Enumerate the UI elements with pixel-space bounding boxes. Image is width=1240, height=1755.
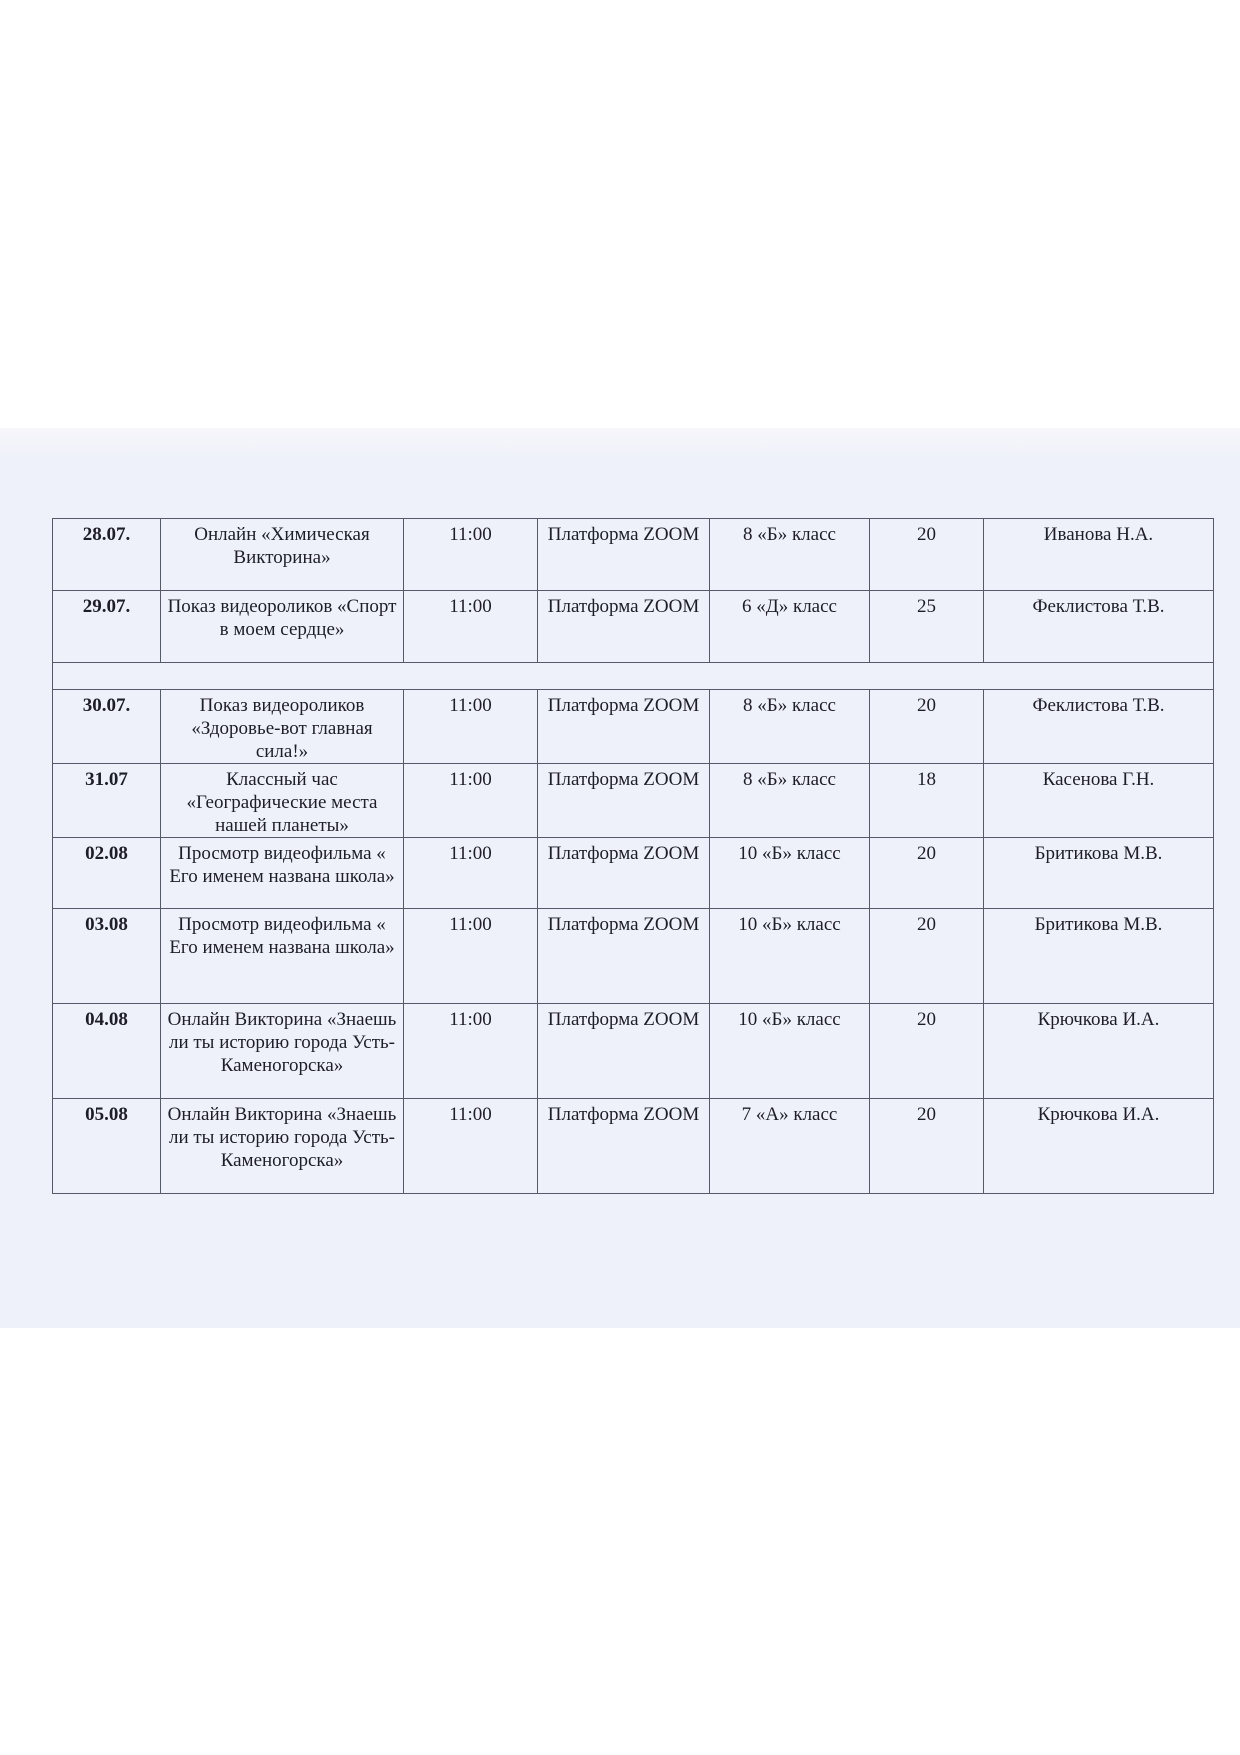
date-cell: 05.08 (53, 1099, 161, 1194)
class-cell: 8 «Б» класс (710, 519, 870, 591)
table-row (53, 838, 1214, 909)
table-row (53, 1099, 1214, 1194)
count-cell: 20 (870, 838, 984, 909)
date-cell: 03.08 (53, 909, 161, 1004)
teacher-cell: Феклистова Т.В. (984, 690, 1214, 764)
class-cell: 10 «Б» класс (710, 1004, 870, 1099)
schedule-table (52, 518, 1214, 1194)
teacher-cell: Бритикова М.В. (984, 909, 1214, 1004)
teacher-cell: Бритикова М.В. (984, 838, 1214, 909)
table-row (53, 909, 1214, 1004)
platform-cell: Платформа ZOOM (538, 591, 710, 663)
count-cell: 20 (870, 519, 984, 591)
event-cell: Онлайн Викторина «Знаешь ли ты историю города Усть-Каменогорска» (161, 1099, 404, 1194)
date-cell: 29.07. (53, 591, 161, 663)
event-cell: Просмотр видеофильма « Его именем названа школа» (161, 909, 404, 1004)
event-cell: Классный час «Географические места нашей планеты» (161, 764, 404, 838)
gap-cell (53, 663, 1214, 690)
table-row (53, 519, 1214, 591)
time-cell: 11:00 (404, 690, 538, 764)
table-row (53, 1004, 1214, 1099)
date-cell: 02.08 (53, 838, 161, 909)
time-cell: 11:00 (404, 909, 538, 1004)
platform-cell: Платформа ZOOM (538, 1099, 710, 1194)
date-cell: 30.07. (53, 690, 161, 764)
count-cell: 18 (870, 764, 984, 838)
teacher-cell: Касенова Г.Н. (984, 764, 1214, 838)
event-cell: Просмотр видеофильма « Его именем названа школа» (161, 838, 404, 909)
class-cell: 10 «Б» класс (710, 909, 870, 1004)
teacher-cell: Крючкова И.А. (984, 1004, 1214, 1099)
time-cell: 11:00 (404, 764, 538, 838)
count-cell: 25 (870, 591, 984, 663)
date-cell: 04.08 (53, 1004, 161, 1099)
platform-cell: Платформа ZOOM (538, 690, 710, 764)
teacher-cell: Крючкова И.А. (984, 1099, 1214, 1194)
class-cell: 10 «Б» класс (710, 838, 870, 909)
time-cell: 11:00 (404, 838, 538, 909)
time-cell: 11:00 (404, 1004, 538, 1099)
scan-top-edge (0, 428, 1240, 462)
teacher-cell: Феклистова Т.В. (984, 591, 1214, 663)
platform-cell: Платформа ZOOM (538, 909, 710, 1004)
count-cell: 20 (870, 690, 984, 764)
event-cell: Показ видеороликов «Здоровье-вот главная сила!» (161, 690, 404, 764)
event-cell: Показ видеороликов «Спорт в моем сердце» (161, 591, 404, 663)
date-cell: 31.07 (53, 764, 161, 838)
time-cell: 11:00 (404, 519, 538, 591)
teacher-cell: Иванова Н.А. (984, 519, 1214, 591)
count-cell: 20 (870, 1004, 984, 1099)
count-cell: 20 (870, 1099, 984, 1194)
table-row (53, 591, 1214, 663)
platform-cell: Платформа ZOOM (538, 1004, 710, 1099)
date-cell: 28.07. (53, 519, 161, 591)
time-cell: 11:00 (404, 1099, 538, 1194)
platform-cell: Платформа ZOOM (538, 519, 710, 591)
count-cell: 20 (870, 909, 984, 1004)
time-cell: 11:00 (404, 591, 538, 663)
platform-cell: Платформа ZOOM (538, 764, 710, 838)
table-row (53, 764, 1214, 838)
table-row (53, 690, 1214, 764)
class-cell: 8 «Б» класс (710, 764, 870, 838)
event-cell: Онлайн Викторина «Знаешь ли ты историю города Усть-Каменогорска» (161, 1004, 404, 1099)
platform-cell: Платформа ZOOM (538, 838, 710, 909)
class-cell: 8 «Б» класс (710, 690, 870, 764)
class-cell: 6 «Д» класс (710, 591, 870, 663)
table-gap-row (53, 663, 1214, 690)
class-cell: 7 «А» класс (710, 1099, 870, 1194)
event-cell: Онлайн «Химическая Викторина» (161, 519, 404, 591)
